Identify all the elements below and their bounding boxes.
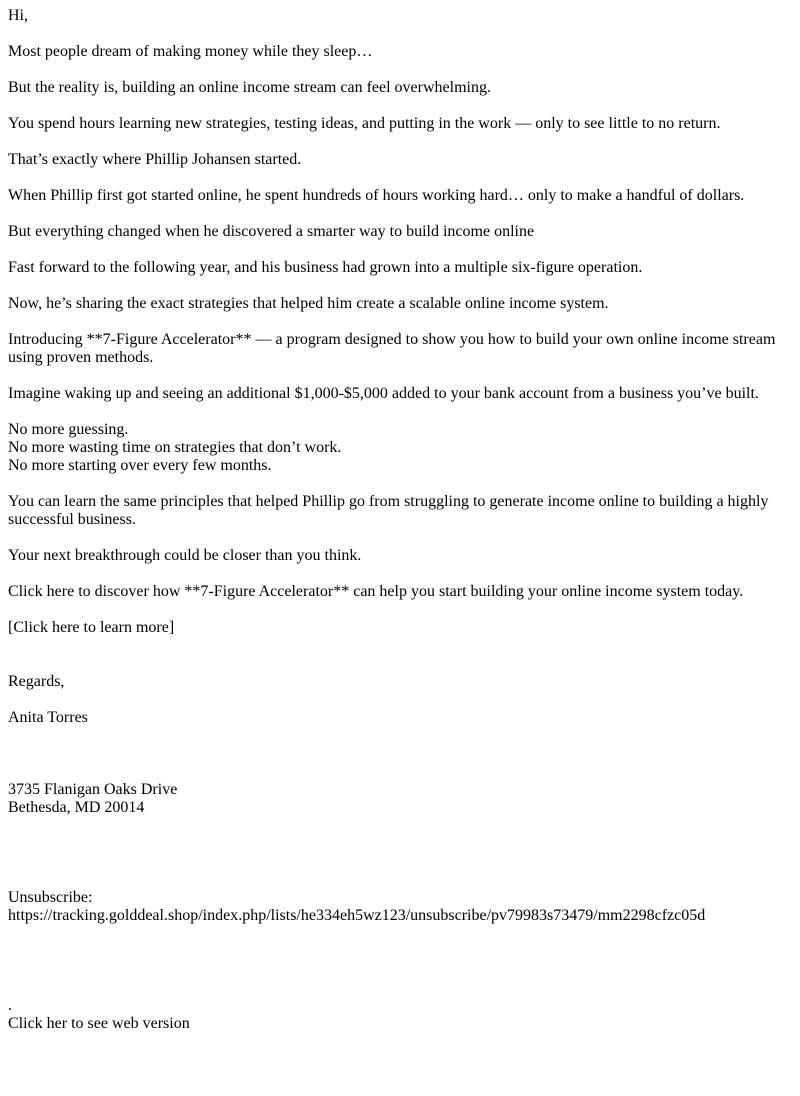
paragraph-principles: You can learn the same principles that helped Phillip go from struggling to generate income online to building a highly successful business. (8, 493, 769, 528)
unsubscribe-block (8, 889, 792, 925)
no-more-guessing: No more guessing. (8, 421, 129, 438)
paragraph-fast-forward: Fast forward to the following year, and his business had grown into a multiple six-figure operation. (8, 259, 643, 276)
paragraph-breakthrough: Your next breakthrough could be closer than you think. (8, 547, 362, 564)
paragraph-imagine: Imagine waking up and seeing an additional $1,000-$5,000 added to your bank account from a business you’ve built. (8, 385, 759, 402)
unsubscribe-label: Unsubscribe: (8, 889, 93, 906)
dot-text: . (8, 997, 12, 1014)
signoff: Regards, (8, 673, 65, 690)
paragraph-spend-hours: You spend hours learning new strategies, testing ideas, and putting in the work — only to see little to no return. (8, 115, 721, 132)
unsubscribe-link[interactable]: https://tracking.golddeal.shop/index.php/lists/he334eh5wz123/unsubscribe/pv79983s73479/mm2298cfzc05d (8, 907, 706, 924)
greeting: Hi, (8, 7, 28, 24)
sender-name: Anita Torres (8, 709, 88, 726)
no-more-wasting: No more wasting time on strategies that don’t work. (8, 439, 342, 456)
learn-more-link[interactable]: [Click here to learn more] (8, 619, 175, 636)
spacer (8, 745, 792, 781)
address-line-1: 3735 Flanigan Oaks Drive (8, 781, 178, 798)
web-version-link[interactable]: Click her to see web version (8, 1015, 190, 1032)
postal-address (8, 781, 792, 817)
no-more-starting-over: No more starting over every few months. (8, 457, 272, 474)
paragraph-introducing: Introducing **7-Figure Accelerator** — a program designed to show you how to build your own online income stream using proven methods. (8, 331, 776, 366)
no-more-list (8, 421, 792, 475)
paragraph-reality: But the reality is, building an online income stream can feel overwhelming. (8, 79, 491, 96)
spacer (8, 835, 792, 889)
spacer (8, 655, 792, 673)
paragraph-dream: Most people dream of making money while they sleep… (8, 43, 373, 60)
paragraph-everything-changed: But everything changed when he discovered a smarter way to build income online (8, 223, 535, 240)
address-line-2: Bethesda, MD 20014 (8, 799, 145, 816)
paragraph-phillip-started: That’s exactly where Phillip Johansen started. (8, 151, 302, 168)
spacer (8, 943, 792, 997)
paragraph-first-online: When Phillip first got started online, he spent hundreds of hours working hard… only to make a handful of dollars. (8, 187, 745, 204)
web-version-block (8, 997, 792, 1033)
paragraph-sharing: Now, he’s sharing the exact strategies that helped him create a scalable online income system. (8, 295, 609, 312)
cta-paragraph (8, 619, 792, 637)
paragraph-click-discover: Click here to discover how **7-Figure Accelerator** can help you start building your online income system today. (8, 583, 744, 600)
